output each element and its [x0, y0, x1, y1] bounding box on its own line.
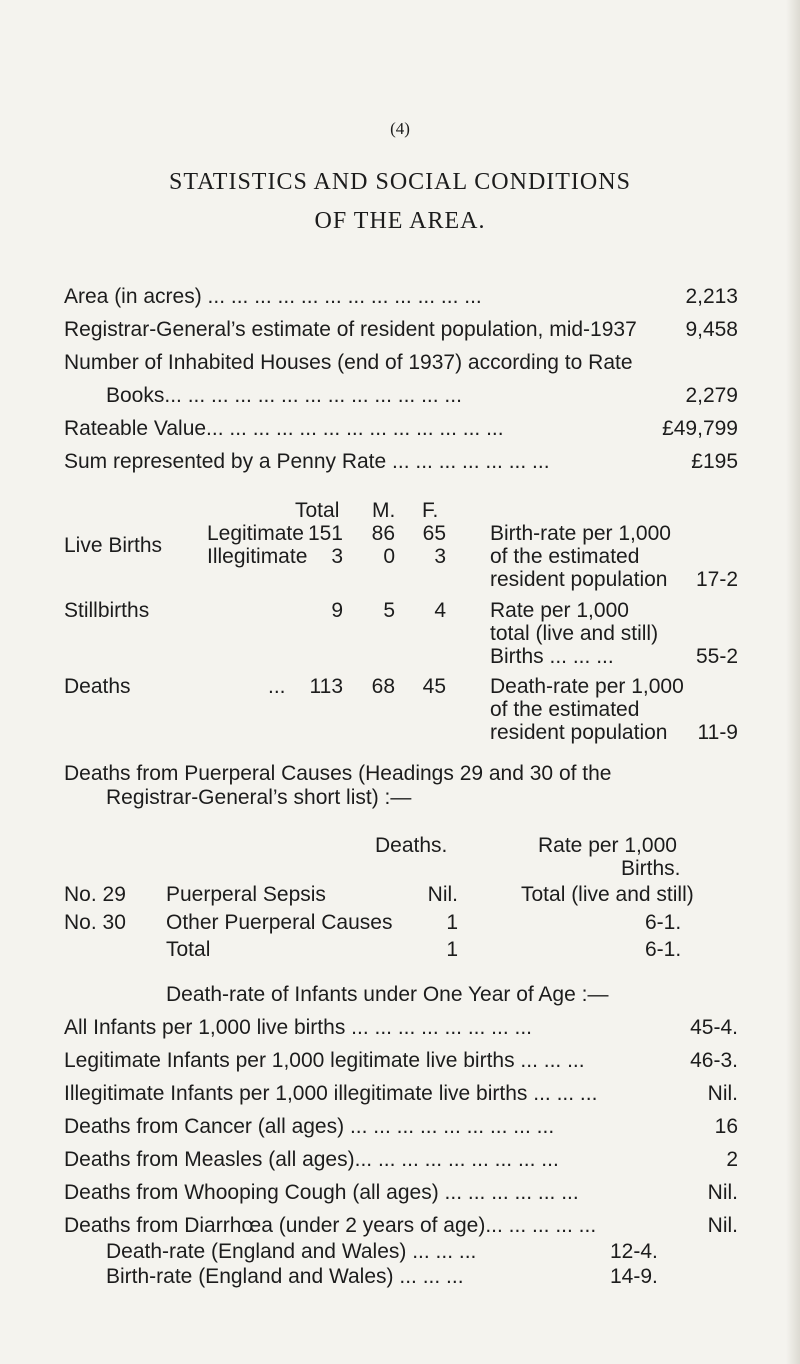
death-rate-line1: Death-rate per 1,000	[490, 675, 684, 698]
row29-cause: Puerperal Sepsis	[166, 883, 326, 906]
houses-label: Number of Inhabited Houses (end of 1937) according to Rate	[64, 351, 633, 374]
area-label: Area (in acres) ... ... ... ... ... ... ... ... ... ... ... ...	[64, 285, 482, 308]
live-births-label: Live Births	[64, 534, 163, 557]
stillbirths-f: 4	[434, 599, 446, 622]
rateable-value: £49,799	[662, 417, 738, 440]
still-rate-line3: Births ... ... ...	[490, 645, 614, 668]
measles-value: 2	[726, 1148, 738, 1171]
row30-cause: Other Puerperal Causes	[166, 911, 393, 934]
infant-row-0-value: 45-4.	[690, 1016, 738, 1039]
population-label: Registrar-General’s estimate of resident population, mid-1937	[64, 318, 637, 341]
legitimate-f: 65	[422, 522, 446, 545]
infant-row-1-label: Legitimate Infants per 1,000 legitimate live births ... ... ...	[64, 1049, 585, 1072]
cancer-value: 16	[714, 1115, 738, 1138]
col-m: M.	[372, 499, 396, 522]
legitimate-total: 151	[307, 522, 343, 545]
diarrhoea-value: Nil.	[707, 1214, 738, 1237]
deaths-m: 68	[371, 675, 395, 698]
cancer-label: Deaths from Cancer (all ages) ... ... ... ... ... ... ... ... ...	[64, 1115, 555, 1138]
penny-value: £195	[691, 450, 738, 473]
population-value: 9,458	[685, 318, 738, 341]
rateable-label: Rateable Value... ... ... ... ... ... ... ... ... ... ... ... ...	[64, 417, 504, 440]
legitimate-label: Legitimate	[207, 522, 304, 545]
infant-row-2-value: Nil.	[707, 1082, 738, 1105]
still-rate-value: 55-2	[695, 645, 738, 668]
still-rate-line1: Rate per 1,000	[490, 599, 629, 622]
area-value: 2,213	[685, 285, 738, 308]
death-rate-value: 11-9	[697, 721, 738, 744]
col-deaths: Deaths.	[375, 834, 448, 857]
stillbirths-m: 5	[383, 599, 395, 622]
row30-no: No. 30	[64, 911, 126, 934]
page-edge-shadow	[786, 0, 800, 1364]
ew-birth-rate-value: 14-9.	[610, 1265, 658, 1288]
birth-rate-line2: of the estimated	[490, 545, 640, 568]
whooping-cough-label: Deaths from Whooping Cough (all ages) ... ... ... ... ... ...	[64, 1181, 579, 1204]
row30-rate: 6-1.	[645, 911, 682, 934]
row29-deaths: Nil.	[427, 883, 458, 906]
death-rate-line2: of the estimated	[490, 698, 640, 721]
col-rate-line2: Births.	[621, 857, 681, 880]
col-total: Total	[295, 499, 340, 522]
stillbirths-total: 9	[331, 599, 343, 622]
col-rate-line1: Rate per 1,000	[538, 834, 677, 857]
infant-row-1-value: 46-3.	[690, 1049, 738, 1072]
page-subtitle: OF THE AREA.	[314, 208, 486, 234]
puerperal-total-rate: 6-1.	[645, 938, 682, 961]
row30-deaths: 1	[446, 911, 458, 934]
deaths-label: Deaths	[64, 675, 131, 698]
ew-death-rate-value: 12-4.	[610, 1240, 658, 1263]
infant-row-0-label: All Infants per 1,000 live births ... ... ... ... ... ... ... ...	[64, 1016, 533, 1039]
still-rate-line2: total (live and still)	[490, 622, 659, 645]
col-f: F.	[422, 499, 439, 522]
birth-rate-line3: resident population	[490, 568, 668, 591]
infant-heading: Death-rate of Infants under One Year of Age :—	[166, 983, 609, 1006]
houses-value: 2,279	[685, 384, 738, 407]
illegitimate-label: Illegitimate	[207, 545, 308, 568]
row29-no: No. 29	[64, 883, 126, 906]
penny-label: Sum represented by a Penny Rate ... ... ... ... ... ... ...	[64, 450, 550, 473]
puerperal-total-label: Total	[166, 938, 211, 961]
infant-row-2-label: Illegitimate Infants per 1,000 illegitimate live births ... ... ...	[64, 1082, 598, 1105]
puerperal-heading: Deaths from Puerperal Causes (Headings 29 and 30 of the	[64, 762, 612, 785]
illegitimate-total: 3	[331, 545, 343, 568]
legitimate-m: 86	[371, 522, 395, 545]
stillbirths-label: Stillbirths	[64, 599, 150, 622]
birth-rate-line1: Birth-rate per 1,000	[490, 522, 671, 545]
puerperal-heading-cont: Registrar-General’s short list) :—	[106, 786, 412, 809]
page-number: (4)	[390, 119, 410, 138]
measles-label: Deaths from Measles (all ages)... ... ... ... ... ... ... ... ...	[64, 1148, 559, 1171]
ew-birth-rate-label: Birth-rate (England and Wales) ... ... ...	[106, 1265, 464, 1288]
diarrhoea-label: Deaths from Diarrhœa (under 2 years of age)... ... ... ... ...	[64, 1214, 597, 1237]
whooping-cough-value: Nil.	[707, 1181, 738, 1204]
illegitimate-m: 0	[383, 545, 395, 568]
houses-label-cont: Books... ... ... ... ... ... ... ... ... ... ... ... ...	[106, 384, 462, 407]
deaths-dots: ...	[268, 675, 286, 698]
page-title: STATISTICS AND SOCIAL CONDITIONS	[169, 169, 631, 195]
death-rate-line3: resident population	[490, 721, 668, 744]
puerperal-total-deaths: 1	[446, 938, 458, 961]
deaths-f: 45	[422, 675, 446, 698]
deaths-total: 113	[309, 675, 343, 698]
col-rate-line3: Total (live and still)	[521, 883, 694, 906]
birth-rate-value: 17-2	[695, 568, 738, 591]
illegitimate-f: 3	[434, 545, 446, 568]
ew-death-rate-label: Death-rate (England and Wales) ... ... ...	[106, 1240, 477, 1263]
